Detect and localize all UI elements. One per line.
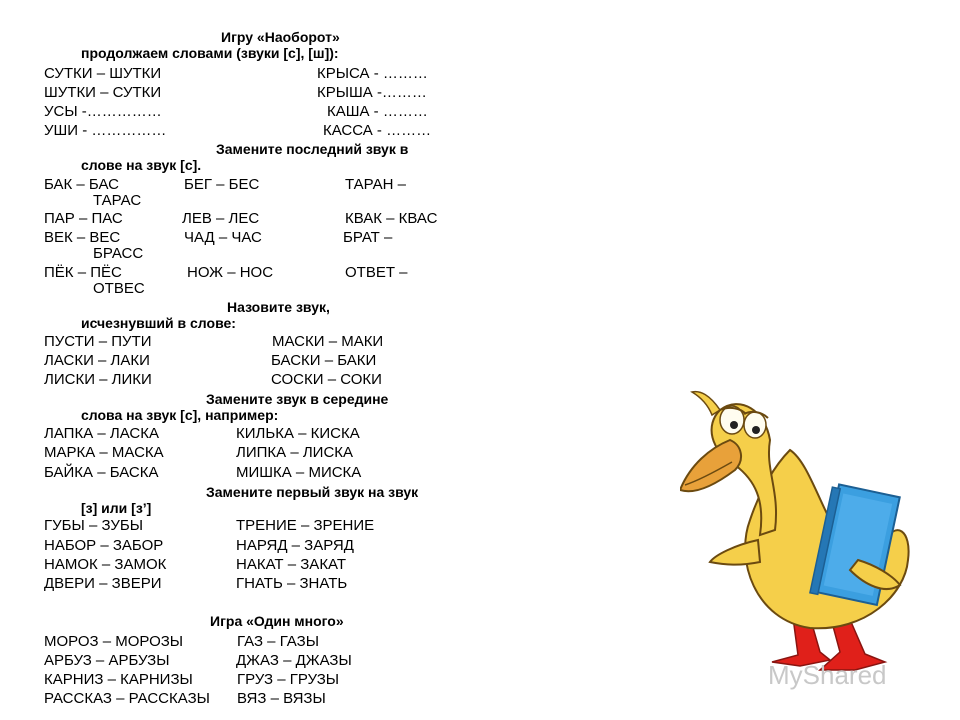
word-pair: БАЙКА – БАСКА <box>44 464 159 481</box>
word-pair: КИЛЬКА – КИСКА <box>236 425 360 442</box>
word-pair: СУТКИ – ШУТКИ <box>44 65 162 82</box>
word-pair: ГУБЫ – ЗУБЫ <box>44 517 143 534</box>
word-pair: ТАРАН – <box>345 176 407 193</box>
heading-replace-last-sound: Замените последний звук в <box>216 141 409 157</box>
word-pair: УСЫ -…………… <box>44 103 162 120</box>
word-pair: МАРКА – МАСКА <box>44 444 164 461</box>
word-pair: ЛАСКИ – ЛАКИ <box>44 352 150 369</box>
word-pair: МОРОЗ – МОРОЗЫ <box>44 633 184 650</box>
duck-with-book-icon <box>680 370 930 700</box>
word-pair: ПАР – ПАС <box>44 210 123 227</box>
heading-replace-first-sound: Замените первый звук на звук <box>206 484 419 500</box>
word-pair: УШИ - …………… <box>44 122 167 139</box>
heading-game-opposite-line2: продолжаем словами (звуки [с], [ш]): <box>81 45 339 61</box>
word-pair: ШУТКИ – СУТКИ <box>44 84 162 101</box>
heading-replace-last-sound-line2: слове на звук [с]. <box>81 157 202 173</box>
word-pair: ЛИПКА – ЛИСКА <box>236 444 354 461</box>
word-pair: ТРЕНИЕ – ЗРЕНИЕ <box>236 517 375 534</box>
word-pair-continued: ТАРАС <box>93 192 142 209</box>
heading-replace-middle-sound-line2: слова на звук [с], например: <box>81 407 279 423</box>
word-pair: ОТВЕТ – <box>345 264 408 281</box>
watermark-shared: Shared <box>802 660 887 690</box>
word-pair: БЕГ – БЕС <box>184 176 260 193</box>
word-pair: КАША - ……… <box>327 103 428 120</box>
word-pair: КВАК – КВАС <box>345 210 438 227</box>
word-pair: КРЫША -……… <box>317 84 427 101</box>
heading-name-sound: Назовите звук, <box>227 299 330 315</box>
heading-game-opposite: Игру «Наоборот» <box>221 29 340 45</box>
word-pair: ПЁК – ПЁС <box>44 264 122 281</box>
word-pair: БАК – БАС <box>44 176 119 193</box>
word-pair: ЛИСКИ – ЛИКИ <box>44 371 152 388</box>
word-pair: КРЫСА - ……… <box>317 65 428 82</box>
word-pair: НАРЯД – ЗАРЯД <box>236 537 354 554</box>
word-pair: БАСКИ – БАКИ <box>271 352 377 369</box>
heading-name-sound-line2: исчезнувший в слове: <box>81 315 236 331</box>
heading-replace-middle-sound: Замените звук в середине <box>206 391 389 407</box>
word-pair: ЛЕВ – ЛЕС <box>182 210 260 227</box>
word-pair: КАССА - ……… <box>323 122 432 139</box>
watermark-my: My <box>768 660 803 690</box>
heading-one-many: Игра «Один много» <box>210 613 344 629</box>
word-pair: ЛАПКА – ЛАСКА <box>44 425 159 442</box>
word-pair: БРАТ – <box>343 229 393 246</box>
word-pair: ПУСТИ – ПУТИ <box>44 333 152 350</box>
word-pair: ДЖАЗ – ДЖАЗЫ <box>236 652 352 669</box>
word-pair: ВЯЗ – ВЯЗЫ <box>237 690 326 707</box>
word-pair: КАРНИЗ – КАРНИЗЫ <box>44 671 193 688</box>
word-pair: ГРУЗ – ГРУЗЫ <box>237 671 340 688</box>
myshared-watermark <box>768 660 887 691</box>
word-pair: НОЖ – НОС <box>187 264 274 281</box>
word-pair: НАКАТ – ЗАКАТ <box>236 556 347 573</box>
word-pair: МАСКИ – МАКИ <box>272 333 384 350</box>
word-pair: ЧАД – ЧАС <box>184 229 262 246</box>
word-pair: НАБОР – ЗАБОР <box>44 537 164 554</box>
word-pair: СОСКИ – СОКИ <box>271 371 382 388</box>
word-pair: ВЕК – ВЕС <box>44 229 121 246</box>
heading-replace-first-sound-line2: [з] или [з’] <box>81 500 152 516</box>
word-pair-continued: БРАСС <box>93 245 144 262</box>
word-pair: ГАЗ – ГАЗЫ <box>237 633 319 650</box>
word-pair: АРБУЗ – АРБУЗЫ <box>44 652 170 669</box>
word-pair: МИШКА – МИСКА <box>236 464 362 481</box>
word-pair: ДВЕРИ – ЗВЕРИ <box>44 575 162 592</box>
word-pair: РАССКАЗ – РАССКАЗЫ <box>44 690 210 707</box>
word-pair: ГНАТЬ – ЗНАТЬ <box>236 575 348 592</box>
word-pair: НАМОК – ЗАМОК <box>44 556 167 573</box>
word-pair-continued: ОТВЕС <box>93 280 145 297</box>
